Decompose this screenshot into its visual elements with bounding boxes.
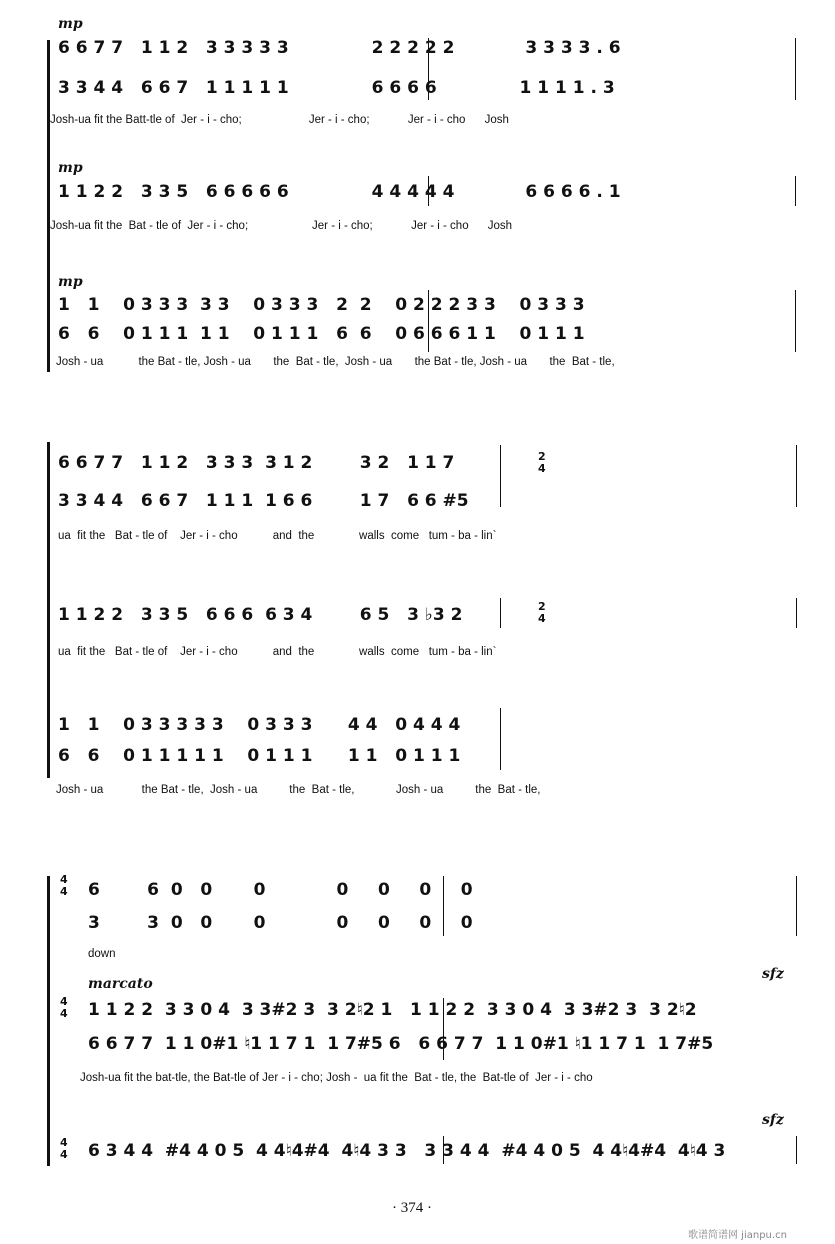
lyric-line: down <box>88 948 116 960</box>
barline <box>795 38 796 100</box>
time-signature-top: 2 <box>538 600 546 613</box>
notation-line: 6 6 0 1 1 1 1 1 0 1 1 1 1 1 0 1 1 1 <box>58 746 461 766</box>
notation-line: 6 3 4 4 #4 4 0 5 4 4♮4#4 4♮4 3 3 3 3 4 4 #4 4 0 5 4 4♮4#4 4♮4 3 <box>88 1141 726 1161</box>
notation-line: 1 1 2 2 3 3 5 6 6 6 6 3 4 6 5 3 ♭3 2 <box>58 605 463 625</box>
time-signature-bottom: 4 <box>60 1148 68 1161</box>
watermark: 歌谱简谱网 jianpu.cn <box>688 1230 787 1241</box>
notation-line: 1 1 0 3 3 3 3 3 0 3 3 3 2 2 0 2 2 2 3 3 0 3 3 3 <box>58 295 585 315</box>
time-signature-bottom: 4 <box>538 612 546 625</box>
dynamic-mp: mp <box>58 160 83 176</box>
dynamic-marcato: marcato <box>88 976 153 992</box>
notation-line: 6 6 7 7 1 1 2 3 3 3 3 3 2 2 2 2 2 3 3 3 3 . 6 <box>58 38 621 58</box>
barline <box>500 445 501 507</box>
lyric-line: ua fit the Bat - tle of Jer - i - cho and the walls come tum - ba - lin` <box>58 646 497 658</box>
dynamic-mp: mp <box>58 16 83 32</box>
notation-line: 3 3 4 4 6 6 7 1 1 1 1 6 6 1 7 6 6 #5 <box>58 491 469 511</box>
time-signature-bottom: 4 <box>60 1007 68 1020</box>
lyric-line: Josh - ua the Bat - tle, Josh - ua the Bat - tle, Josh - ua the Bat - tle, Josh - ua the Bat - tle, <box>56 356 615 368</box>
lyric-line: ua fit the Bat - tle of Jer - i - cho and the walls come tum - ba - lin` <box>58 530 497 542</box>
notation-line: 6 6 7 7 1 1 0#1 ♮1 1 7 1 1 7#5 6 6 6 7 7 1 1 0#1 ♮1 1 7 1 1 7#5 <box>88 1034 714 1054</box>
time-signature-top: 4 <box>60 873 68 886</box>
page-number: · 374 · <box>392 1200 432 1216</box>
system-bracket-2 <box>47 442 50 778</box>
barline <box>795 290 796 352</box>
time-signature-bottom: 4 <box>538 462 546 475</box>
barline <box>796 445 797 507</box>
time-signature-top: 2 <box>538 450 546 463</box>
notation-line: 3 3 0 0 0 0 0 0 0 <box>88 913 473 933</box>
notation-line: 1 1 2 2 3 3 0 4 3 3#2 3 3 2♮2 1 1 1 2 2 3 3 0 4 3 3#2 3 3 2♮2 <box>88 1000 697 1020</box>
dynamic-sfz: sfz <box>762 1112 784 1128</box>
notation-line: 6 6 0 1 1 1 1 1 0 1 1 1 6 6 0 6 6 6 1 1 0 1 1 1 <box>58 324 585 344</box>
lyric-line: Josh - ua the Bat - tle, Josh - ua the Bat - tle, Josh - ua the Bat - tle, <box>56 784 541 796</box>
barline <box>795 176 796 206</box>
lyric-line: Josh-ua fit the Batt-tle of Jer - i - cho; Jer - i - cho; Jer - i - cho Josh <box>50 114 509 126</box>
dynamic-sfz: sfz <box>762 966 784 982</box>
barline <box>796 876 797 936</box>
barline <box>796 1136 797 1164</box>
time-signature-top: 4 <box>60 1136 68 1149</box>
notation-line: 6 6 0 0 0 0 0 0 0 <box>88 880 473 900</box>
time-signature-top: 4 <box>60 995 68 1008</box>
notation-line: 1 1 2 2 3 3 5 6 6 6 6 6 4 4 4 4 4 6 6 6 6 . 1 <box>58 182 621 202</box>
barline <box>796 598 797 628</box>
time-signature-bottom: 4 <box>60 885 68 898</box>
system-bracket-1 <box>47 40 50 372</box>
barline <box>500 598 501 628</box>
notation-line: 1 1 0 3 3 3 3 3 0 3 3 3 4 4 0 4 4 4 <box>58 715 461 735</box>
system-bracket-3 <box>47 876 50 1166</box>
notation-line: 3 3 4 4 6 6 7 1 1 1 1 1 6 6 6 6 1 1 1 1 . 3 <box>58 78 615 98</box>
barline <box>500 708 501 770</box>
dynamic-mp: mp <box>58 274 83 290</box>
lyric-line: Josh-ua fit the Bat - tle of Jer - i - cho; Jer - i - cho; Jer - i - cho Josh <box>50 220 513 232</box>
lyric-line: Josh-ua fit the bat-tle, the Bat-tle of Jer - i - cho; Josh - ua fit the Bat - tle, the Bat-tle of Jer - i - cho <box>80 1072 593 1084</box>
notation-line: 6 6 7 7 1 1 2 3 3 3 3 1 2 3 2 1 1 7 <box>58 453 455 473</box>
